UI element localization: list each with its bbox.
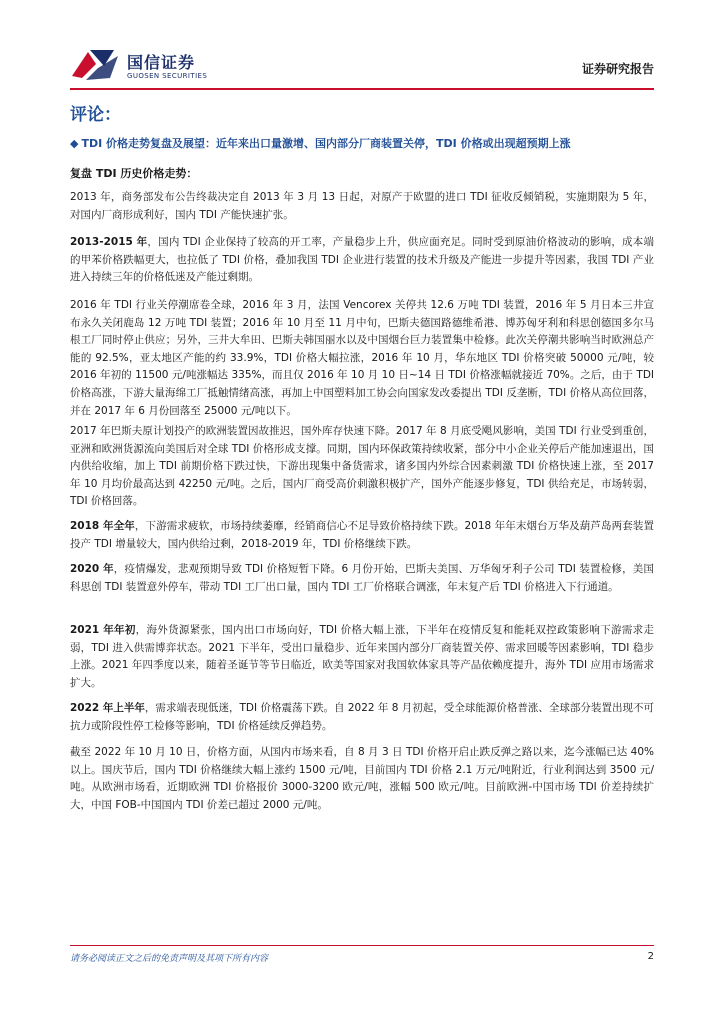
report-type: 证券研究报告 (581, 62, 654, 76)
paragraph: 2021 年年初，海外货源紧张，国内出口市场向好，TDI 价格大幅上涨，下半年在疫情反复和能耗双控政策影响下游需求走弱，TDI 进入供需博弈状态。2021 下半年，受出口量稳步、近年来国内部分厂商装置关停、需求回暖等因素影响，TDI 稳步上涨。2021 年四季度以来，随着圣诞节等节日临近，欧美等国家对我国软体家具等产品依赖度提升，海外 TDI 应用市场需求扩大。 (70, 624, 654, 689)
section-title: 评论： (70, 105, 121, 125)
page-number: 2 (647, 951, 654, 962)
header-divider (70, 88, 654, 90)
disclaimer-note: 请务必阅读正文之后的免责声明及其项下所有内容 (70, 954, 269, 964)
key-point-bullet (70, 135, 654, 151)
page-header (70, 46, 654, 86)
diamond-bullet-icon: ◆ (70, 137, 79, 150)
brand-name-en: GUOSEN SECURITIES (127, 72, 208, 80)
paragraph: 2018 年全年，下游需求疲软，市场持续萎靡，经销商信心不足导致价格持续下跌。2018 年年末烟台万华及葫芦岛两套装置投产 TDI 增量较大，国内供给过剩，2018-2019 年，TDI 价格继续下跌。 (70, 520, 654, 550)
footer-divider (70, 945, 654, 946)
paragraph: 2022 年上半年，需求端表现低迷，TDI 价格震荡下跌。自 2022 年 8 月初起，受全球能源价格普涨、全球部分装置出现不可抗力或阶段性停工检修等影响，TDI 价格延续反弹趋势。 (70, 702, 654, 732)
paragraph: 2017 年巴斯夫原计划投产的欧洲装置因故推迟，国外库存快速下降。2017 年 8 月底受飓风影响，美国 TDI 行业受到重创，亚洲和欧洲货源流向美国后对全球 TDI 价格形成支撑。同期，国内环保政策持续收紧，部分中小企业关停后产能加速退出，国内供给收缩，加上 TDI 前期价格下跌过快，下游出现集中备货需求，诸多国内外综合因素刺激 TDI 价格快速上涨，至 2017 年 10 月均价最高达到 42250 元/吨。之后，国内厂商受高价刺激积极扩产，国外产能逐步修复，TDI 供给充足，市场转弱，TDI 价格回落。 (70, 425, 654, 508)
brand-name-cn: 国信证券 (127, 53, 196, 72)
paragraph: 截至 2022 年 10 月 10 日，价格方面，从国内市场来看，自 8 月 3 日 TDI 价格开启止跌反弹之路以来，迄今涨幅已达 40%以上。国庆节后，国内 TDI 价格继续大幅上涨约 1500 元/吨，目前国内 TDI 价格 2.1 万元/吨附近，行业利润达到 3500 元/吨。从欧洲市场看，近期欧洲 TDI 价格报价 3000-3200 欧元/吨，涨幅 500 欧元/吨。目前欧洲-中国市场 TDI 价差持续扩大，中国 FOB-中国国内 TDI 价差已超过 2000 元/吨。 (70, 746, 654, 811)
paragraph: 2020 年，疫情爆发，悲观预期导致 TDI 价格短暂下降。6 月份开始，巴斯夫美国、万华匈牙利子公司 TDI 装置检修，美国科思创 TDI 装置意外停车，带动 TDI 工厂出口量，国内 TDI 工厂价格联合调涨，年末复产后 TDI 价格进入下行通道。 (70, 563, 654, 593)
paragraph: 2016 年 TDI 行业关停潮席卷全球，2016 年 3 月，法国 Vencorex 关停共 12.6 万吨 TDI 装置，2016 年 5 月日本三井宣布永久关闭鹿岛 12 万吨 TDI 装置；2016 年 10 月至 11 月中旬，巴斯夫德国路德维希港、博苏匈牙利和科思创德国多尔马根工厂同时停止供应；另外，三井大牟田、巴斯夫韩国丽水以及中国烟台巨力装置集中检修。此次关停潮共影响当时欧洲总产能的 92.5%，亚太地区产能的约 33.9%，TDI 价格大幅拉涨，2016 年 10 月，华东地区 TDI 价格突破 50000 元/吨，较 2016 年初的 11500 元/吨涨幅达 335%，而且仅 2016 年 10 月 10 日~14 日 TDI 价格涨幅就接近 70%。之后，由于 TDI 价格高涨，下游大量海绵工厂抵触情绪高涨，再加上中国塑料加工协会向国家发改委提出 TDI 反垄断，TDI 价格从高位回落，并在 2017 年 6 月份回落至 25000 元/吨以下。 (70, 299, 654, 417)
guosen-logo-icon (70, 46, 122, 82)
key-point-text: TDI 价格走势复盘及展望：近年来出口量激增、国内部分厂商装置关停，TDI 价格或出现超预期上涨 (81, 137, 571, 150)
subheading: 复盘 TDI 历史价格走势： (70, 167, 198, 180)
paragraph: 2013 年，商务部发布公告终裁决定自 2013 年 3 月 13 日起，对原产于欧盟的进口 TDI 征收反倾销税，实施期限为 5 年，对国内厂商形成利好，国内 TDI 产能快速扩张。 (70, 191, 654, 221)
paragraph: 2013-2015 年，国内 TDI 企业保持了较高的开工率，产量稳步上升，供应面充足。同时受到原油价格波动的影响，成本端的甲苯价格跌幅更大，也拉低了 TDI 价格，叠加我国 TDI 企业进行装置的技术升级及产能进一步提升等因素，我国 TDI 产业进入持续三年的价格低迷及产能过剩期。 (70, 236, 654, 284)
